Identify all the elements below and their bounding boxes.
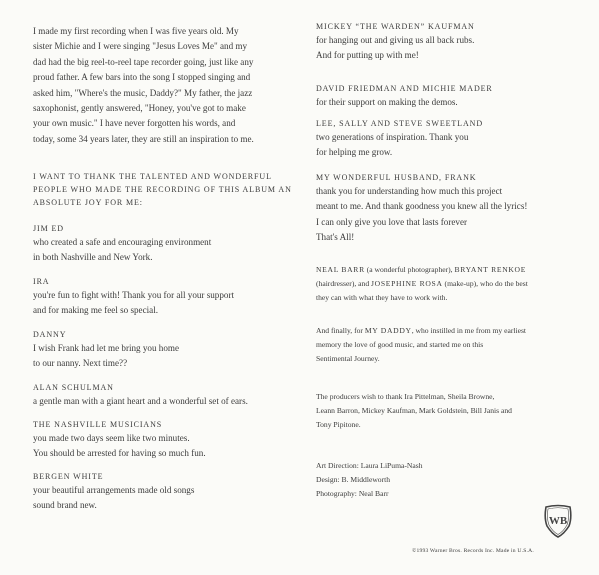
intro-line: today, some 34 years later, they are still an inspiration to me. [33,133,254,144]
entry-line: And for putting up with me! [316,50,419,61]
credit-name: MY DADDY [364,326,412,335]
thanks-entry-bergen-white [33,470,194,514]
entry-name: IRA [33,277,50,286]
entry-name: DANNY [33,330,67,339]
intro-line: I made my first recording when I was five years old. My [33,26,239,36]
entry-line: for their support on making the demos. [316,97,458,107]
entry-line: You should be arrested for having so much fun. [33,448,206,459]
entry-line: two generations of inspiration. Thank you [316,132,469,142]
entry-line: you're fun to fight with! Thank you for all your support [33,290,234,300]
art-credit-line: Design: B. Middleworth [316,475,391,484]
entry-name: BERGEN WHITE [33,472,104,481]
entry-line: in both Nashville and New York. [33,252,153,263]
intro-line: saxophonist, gently answered, "Honey, you've got to make [33,103,246,114]
entry-line: who created a safe and encouraging environment [33,237,212,247]
thanks-entry-ira [33,275,234,319]
finally-line: Sentimental Journey. [316,354,380,363]
thanks-heading-line: PEOPLE WHO MADE THE RECORDING OF THIS ALBUM AN [33,185,292,194]
credits-line: they can with what they have to work with. [316,293,448,302]
thanks-heading-line: I WANT TO THANK THE TALENTED AND WONDERFUL [33,172,272,181]
thanks-entry-alan-schulman [33,381,248,409]
entry-line: I wish Frank had let me bring you home [33,343,179,353]
entry-name: MY WONDERFUL HUSBAND, FRANK [316,173,477,182]
producers-paragraph [316,390,512,432]
producers-line: Tony Pipitone. [316,420,361,429]
art-credit-line: Art Direction: Laura LiPuma-Nash [316,461,423,470]
thanks-entry-jim-ed [33,222,211,266]
entry-line: sound brand new. [33,500,97,511]
thanks-entry-nashville-musicians [33,418,206,462]
entry-line: to our nanny. Next time?? [33,358,128,369]
credit-name: JOSEPHINE ROSA [371,279,443,288]
intro-line: your own music." I have never forgotten his words, and [33,118,236,129]
credits-line [316,277,528,291]
thanks-entry-mickey-kaufman [316,20,475,64]
copyright-notice: ©1993 Warner Bros. Records Inc. Made in U.S.A. [412,548,534,554]
finally-line: memory the love of good music, and started me on this [316,340,484,349]
credit-desc: (make-up), who do the best [442,279,528,288]
thanks-entry-sweetland [316,117,483,161]
entry-name: THE NASHVILLE MUSICIANS [33,420,163,429]
entry-name: MICKEY “THE WARDEN” KAUFMAN [316,22,475,31]
credit-name: NEAL BARR [316,265,365,274]
entry-line: for hanging out and giving us all back rubs. [316,35,475,45]
intro-line: asked him, "Where's the music, Daddy?" My father, the jazz [33,87,253,98]
entry-line: That's All! [316,232,355,243]
thanks-heading [33,170,292,209]
credits-line [316,263,528,277]
entry-name: DAVID FRIEDMAN AND MICHIE MADER [316,84,493,93]
finally-paragraph [316,324,526,366]
intro-line: dad had the big reel-to-reel tape recorder going, just like any [33,56,254,67]
finally-text: And finally, for [316,326,365,335]
finally-line [316,324,526,338]
entry-name: ALAN SCHULMAN [33,383,114,392]
credit-desc: (a wonderful photographer), [364,265,455,274]
warner-bros-logo-icon [543,504,573,538]
thanks-entry-danny [33,328,179,372]
credit-name: BRYANT RENKOE [454,265,527,274]
thanks-heading-line: ABSOLUTE JOY FOR ME: [33,198,143,207]
finally-text: , who instilled in me from my earliest [411,326,527,335]
intro-paragraph [33,24,254,147]
entry-name: LEE, SALLY AND STEVE SWEETLAND [316,119,483,128]
entry-line: meant to me. And thank goodness you knew all the lyrics! [316,201,528,212]
entry-line: thank you for understanding how much this project [316,186,503,196]
entry-line: for helping me grow. [316,147,393,158]
entry-line: your beautiful arrangements made old songs [33,485,195,495]
entry-line: and for making me feel so special. [33,305,158,316]
entry-line: I can only give you love that lasts forever [316,216,468,227]
credit-desc: (hairdresser), and [316,279,372,288]
art-credit-line: Photography: Neal Barr [316,489,389,498]
entry-line: you made two days seem like two minutes. [33,433,190,443]
credits-paragraph [316,263,528,305]
intro-line: proud father. A few bars into the song I stopped singing and [33,72,251,83]
entry-line: a gentle man with a giant heart and a wonderful set of ears. [33,396,248,406]
producers-line: Leann Barron, Mickey Kaufman, Mark Goldstein, Bill Janis and [316,406,512,415]
art-credits [316,459,423,501]
thanks-entry-frank [316,171,527,246]
thanks-entry-friedman-mader [316,82,493,110]
intro-line: sister Michie and I were singing "Jesus Loves Me" and my [33,41,248,52]
logo-text: WB [548,515,568,527]
producers-line: The producers wish to thank Ira Pittelman, Sheila Browne, [316,392,495,401]
entry-name: JIM ED [33,224,64,233]
